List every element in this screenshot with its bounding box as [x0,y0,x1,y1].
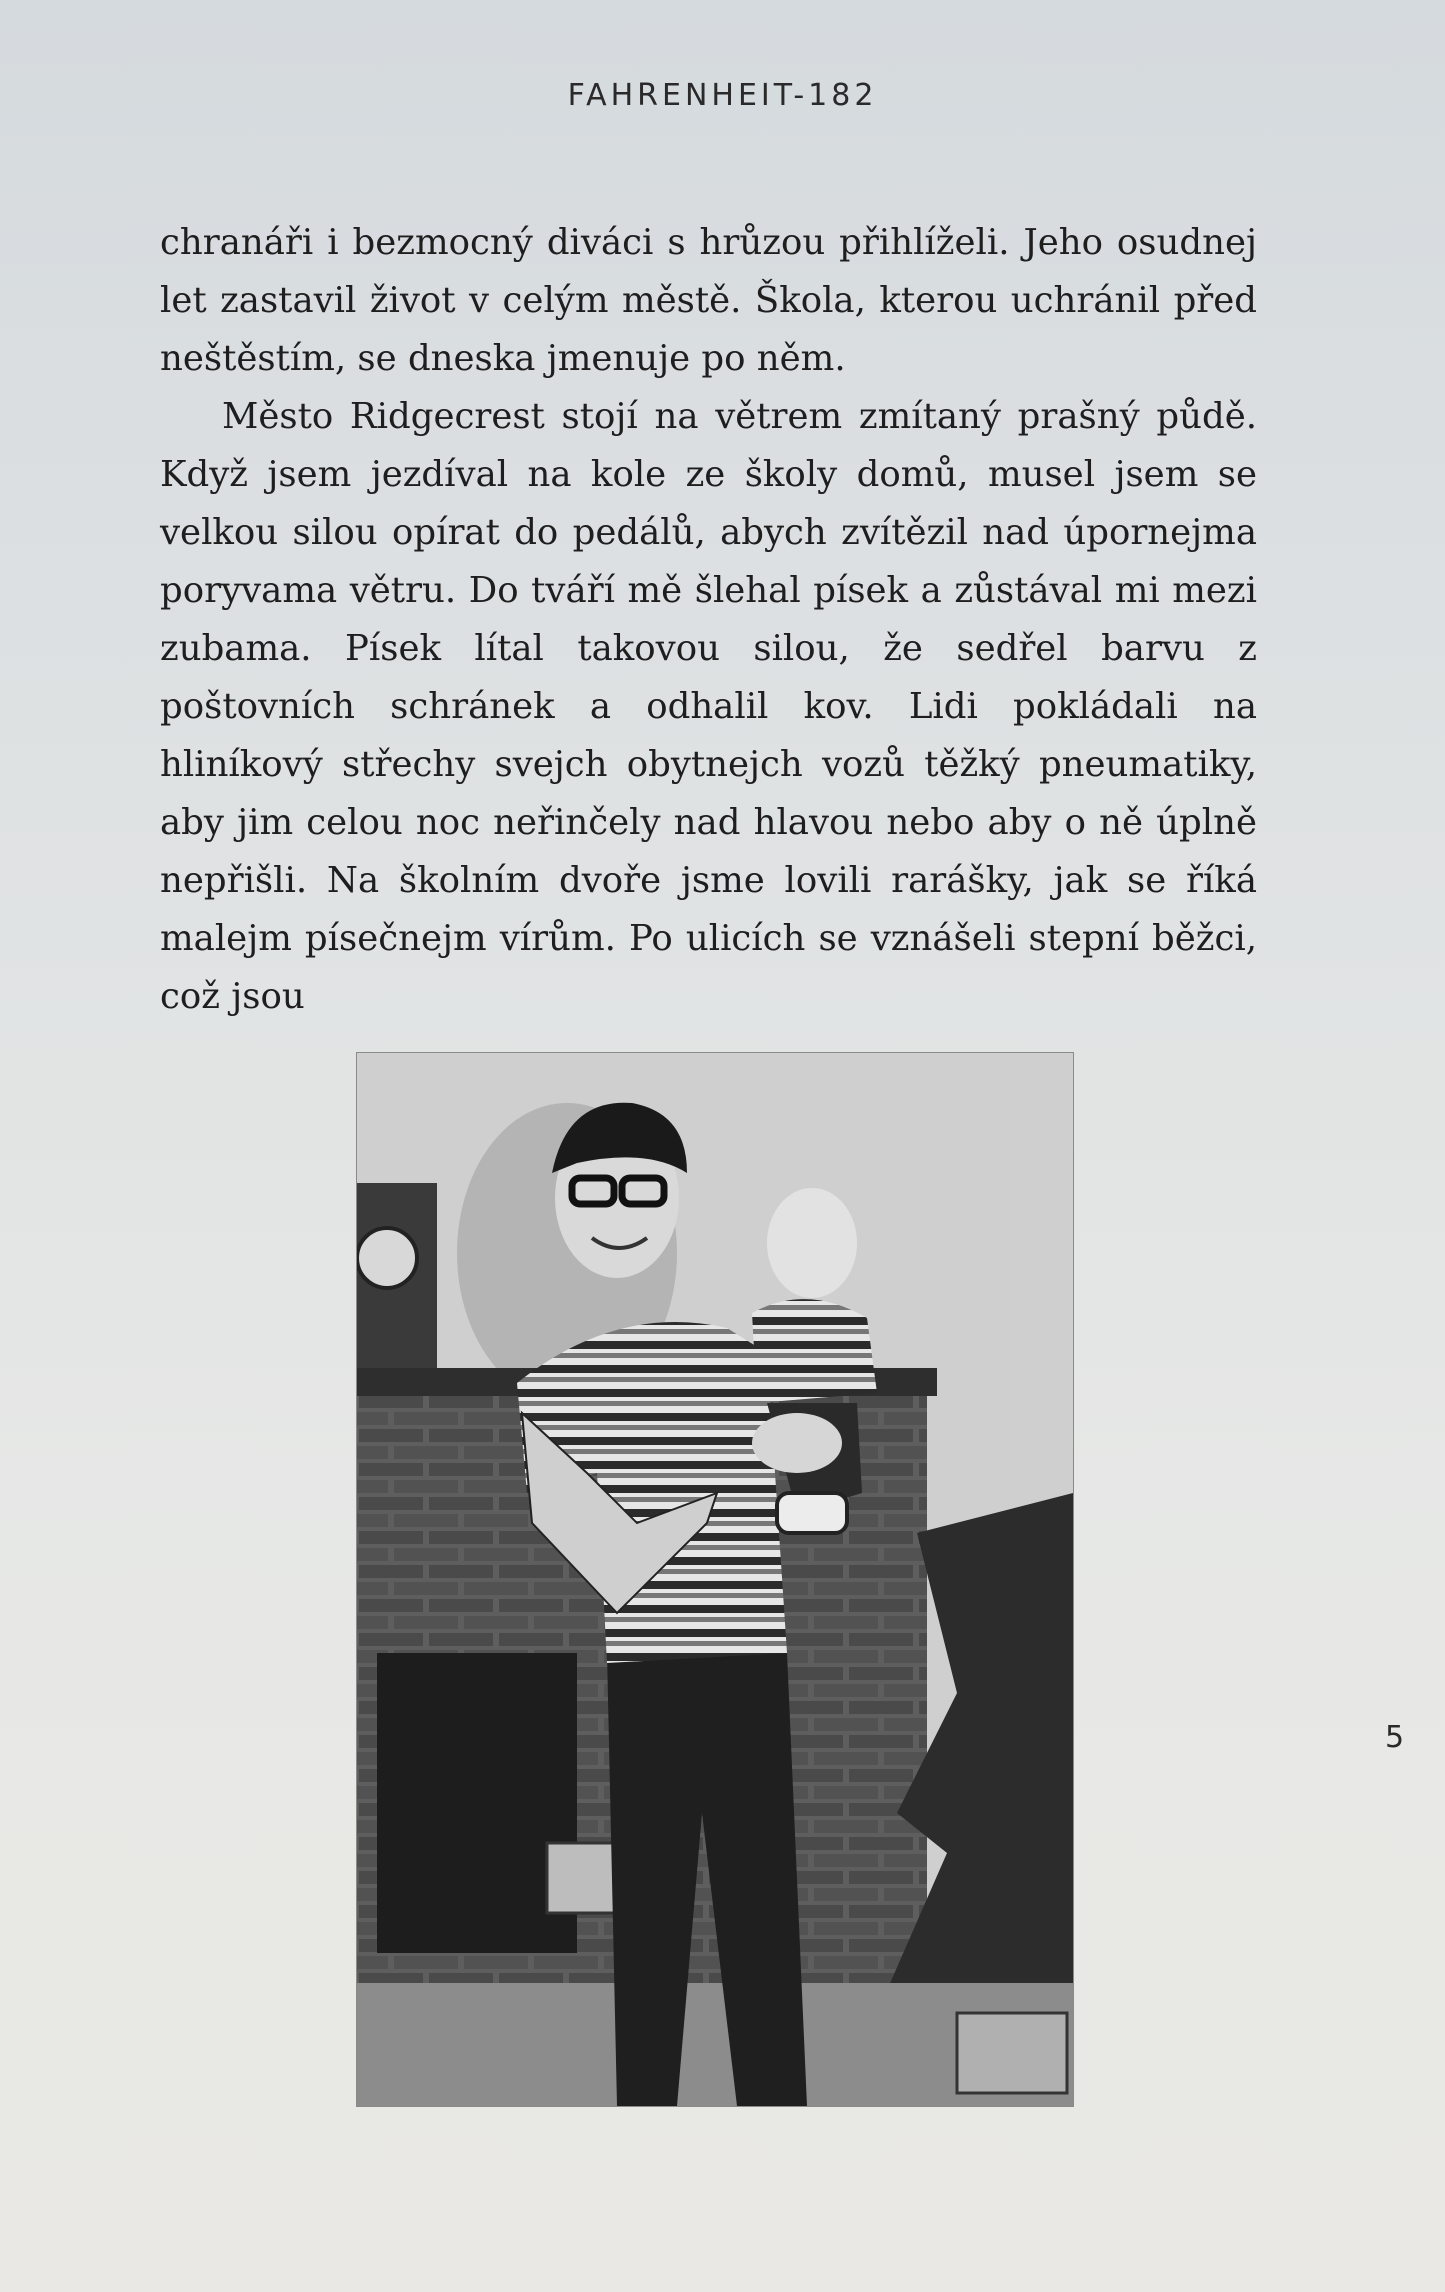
paragraph-ridgecrest: Město Ridgecrest stojí na větrem zmítaný prašný půdě. Když jsem jezdíval na kole ze školy domů, musel jsem se velkou silou opírat do pedálů, abych zvítězil nad úpornejma poryvama větru. Do tváří mě šlehal písek a zůstával mi mezi zubama. Písek lítal takovou silou, že sedřel barvu z poštovních schránek a odhalil kov. Lidi pokládali na hliníkový střechy svejch obytnejch vozů těžký pneumatiky, aby jim celou noc neřinčely nad hlavou nebo aby o ně úplně nepřišli. Na školním dvoře jsme lovili rarášky, jak se říká malejm písečnejm vírům. Po ulicích se vznášeli stepní běžci, což jsou [160,396,1257,1017]
photo-present-right [957,2013,1067,2093]
photo-baby-body [752,1299,877,1403]
photo-clock-face [357,1228,417,1288]
photo-baby-shoe [777,1493,847,1533]
body-text [160,214,1257,1026]
photo-illustration [357,1053,1073,2106]
family-photo [357,1053,1073,2106]
photo-man-hand [752,1413,842,1473]
running-head: FAHRENHEIT-182 [567,78,878,113]
photo-baby-head [767,1188,857,1298]
paragraph-continued: chranáři i bezmocný diváci s hrůzou přihlíželi. Jeho osudnej let zastavil život v celým městě. Škola, kterou uchránil před neštěstím, se dneska jmenuje po něm. [160,222,1257,379]
page-number: 5 [1385,1720,1405,1755]
